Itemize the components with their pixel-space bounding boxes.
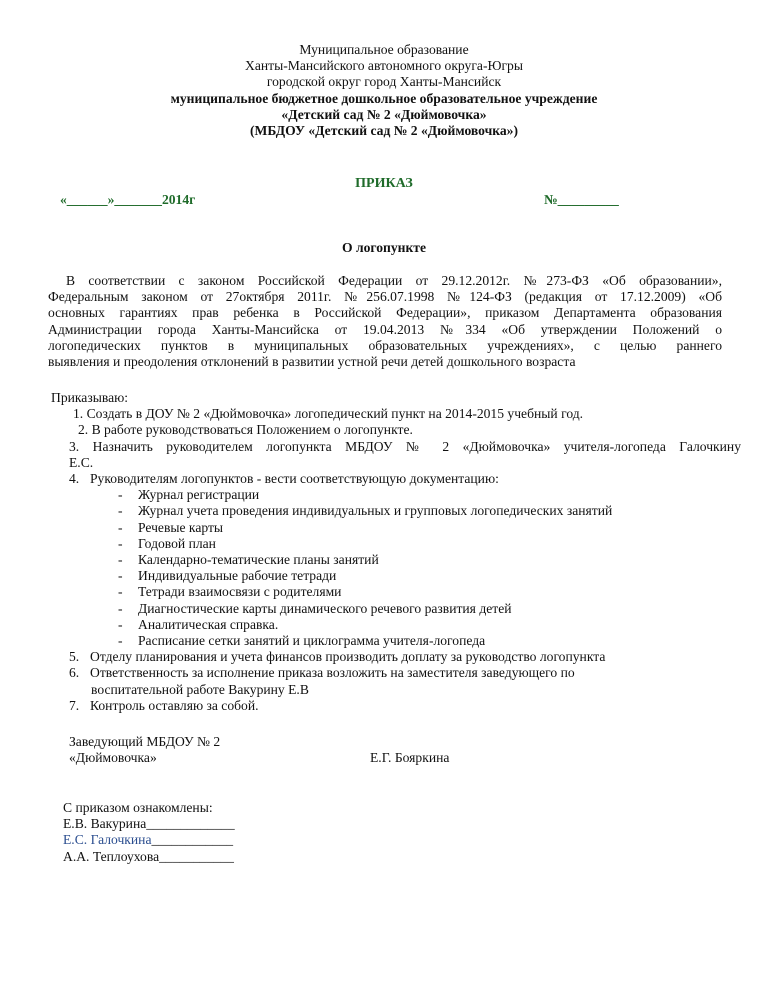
order-item-3-line-2: Е.С.: [69, 454, 94, 470]
item-text: Ответственность за исполнение приказа возложить на заместителя заведующего по: [90, 665, 575, 681]
acknowledged-person: [63, 832, 463, 848]
header-line-3: городской округ город Ханты-Мансийск: [266, 74, 502, 90]
list-dash: -: [118, 633, 123, 649]
doc-list-item: [51, 536, 731, 552]
acknowledgement-block: [63, 800, 463, 865]
document-subject: О логопункте: [341, 240, 427, 255]
list-dash: -: [118, 519, 123, 535]
order-item-4: [51, 471, 731, 487]
list-dash: -: [118, 600, 123, 616]
order-item-1: 1. Создать в ДОУ № 2 «Дюймовочка» логопедический пункт на 2014-2015 учебный год.: [73, 406, 584, 422]
order-item-2: 2. В работе руководствоваться Положением о логопункте.: [78, 422, 413, 438]
preamble-line: выявления и преодоления отклонений в развитии устной речи детей дошкольного возраста: [48, 354, 576, 370]
acknowledged-person: А.А. Теплоухова___________: [63, 848, 234, 864]
order-item-6-line-2: воспитательной работе Вакурину Е.В: [91, 681, 309, 697]
doc-item-text: Журнал регистрации: [138, 487, 260, 503]
item-number: 7.: [69, 697, 80, 713]
doc-item-text: Речевые карты: [138, 519, 224, 535]
preamble-line: В соответствии с законом Российской Федерации от 29.12.2012г. №273-ФЗ «Об образовании»,: [66, 273, 722, 288]
doc-item-text: Расписание сетки занятий и циклограмма учителя-логопеда: [138, 633, 486, 649]
doc-item-text: Индивидуальные рабочие тетради: [138, 568, 337, 584]
order-item-5: [51, 649, 731, 665]
doc-list-item: [51, 617, 731, 633]
list-dash: -: [118, 552, 123, 568]
doc-item-text: Календарно-тематические планы занятий: [138, 552, 379, 568]
header-line-2: Ханты-Мансийского автономного округа-Югры: [245, 58, 523, 74]
item-text: Контроль оставляю за собой.: [90, 697, 259, 713]
order-item-3-line-1: 3. Назначить руководителем логопункта МБДОУ № 2 «Дюймовочка» учителя-логопеда Галочкину: [69, 438, 741, 454]
signature-line: ____________: [151, 832, 234, 848]
preamble-paragraph: [48, 273, 722, 370]
preamble-line: логопедических пунктов в муниципальных образовательных учреждениях», с целью раннего: [48, 337, 722, 353]
doc-list-item: [51, 552, 731, 568]
document-title: ПРИКАЗ: [355, 176, 413, 191]
doc-item-text: Диагностические карты динамического речевого развития детей: [138, 600, 512, 616]
doc-list-item: [51, 633, 731, 649]
item-number: 5.: [69, 649, 80, 665]
signature-block: [69, 734, 669, 766]
order-item-7: [51, 698, 731, 714]
doc-item-text: Аналитическая справка.: [138, 616, 279, 632]
order-section: [51, 390, 741, 714]
acknowledgement-title: С приказом ознакомлены:: [63, 800, 213, 815]
date-field: «______»_______2014г: [60, 192, 196, 207]
number-field: №_________: [544, 192, 619, 207]
order-item-6: [51, 665, 731, 681]
signatory-position: Заведующий МБДОУ № 2: [69, 734, 221, 749]
doc-list-item: [51, 584, 731, 600]
doc-list-item: [51, 520, 731, 536]
list-dash: -: [118, 568, 123, 584]
organization-header: [0, 42, 768, 139]
header-line-6: (МБДОУ «Детский сад № 2 «Дюймовочка»): [249, 123, 519, 139]
preamble-line: основных гарантиях прав ребенка в Российской Федерации», приказом Департамента образования: [48, 305, 722, 321]
header-line-1: Муниципальное образование: [299, 42, 469, 57]
item-number: 6.: [69, 665, 80, 681]
signatory-organization: «Дюймовочка»: [69, 750, 157, 766]
header-line-5: «Детский сад № 2 «Дюймовочка»: [281, 106, 487, 122]
header-line-4: муниципальное бюджетное дошкольное образовательное учреждение: [170, 90, 598, 106]
signatory-name: Е.Г. Бояркина: [370, 750, 450, 765]
list-dash: -: [118, 487, 123, 503]
item-text: Отделу планирования и учета финансов производить доплату за руководство логопункта: [90, 649, 606, 665]
doc-list-item: [51, 487, 731, 503]
acknowledged-person: Е.В. Вакурина_____________: [63, 816, 235, 832]
doc-item-text: Годовой план: [138, 535, 216, 551]
order-intro: Приказываю:: [51, 390, 129, 405]
doc-list-item: [51, 503, 731, 519]
item-number: 4.: [69, 471, 80, 487]
doc-list-item: [51, 568, 731, 584]
preamble-line: Федеральным законом от 27октября 2011г. №256.07.1998 №124-ФЗ (редакция от 17.12.2009) «Об: [48, 289, 722, 305]
list-dash: -: [118, 503, 123, 519]
preamble-line: Администрации города Ханты-Мансийска от 19.04.2013 №334 «Об утверждении Положений о: [48, 321, 722, 337]
item-text: Руководителям логопунктов - вести соответствующую документацию:: [90, 471, 499, 487]
list-dash: -: [118, 616, 123, 632]
doc-list-item: [51, 601, 731, 617]
doc-item-text: Журнал учета проведения индивидуальных и групповых логопедических занятий: [138, 503, 613, 519]
doc-item-text: Тетради взаимосвязи с родителями: [138, 584, 342, 600]
list-dash: -: [118, 584, 123, 600]
list-dash: -: [118, 535, 123, 551]
person-name: Е.С. Галочкина: [63, 832, 152, 848]
